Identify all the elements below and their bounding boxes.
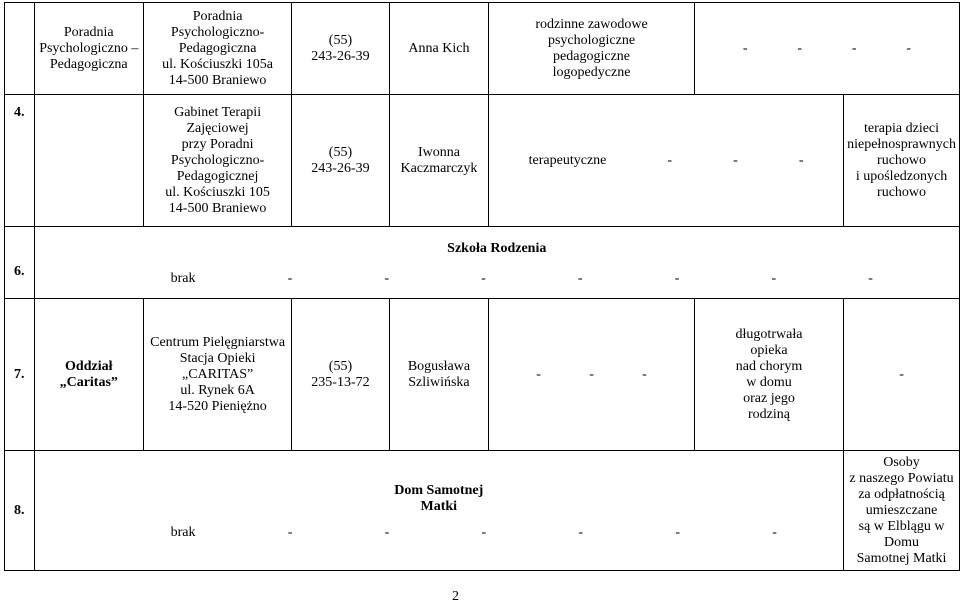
- org-name: Szkoła Rodzenia brak - - - - - - -: [34, 227, 959, 299]
- org-name: Dom Samotnej Matki brak - - - - - -: [34, 451, 844, 571]
- services: rodzinne zawodowe psychologiczne pedagogiczne logopedyczne: [489, 3, 695, 95]
- services-table: [4, 2, 960, 571]
- org-name: [34, 95, 143, 227]
- notes: -: [844, 299, 960, 451]
- institution-address: Gabinet Terapii Zajęciowej przy Poradni Psychologiczno- Pedagogicznej ul. Kościuszki 105 14-500 Braniewo: [144, 95, 292, 227]
- row-number: [5, 3, 35, 95]
- table-row: [5, 299, 960, 451]
- org-name: Poradnia Psychologiczno – Pedagogiczna: [34, 3, 143, 95]
- institution-address: Poradnia Psychologiczno- Pedagogiczna ul. Kościuszki 105a 14-500 Braniewo: [144, 3, 292, 95]
- notes: terapia dzieci niepełnosprawnych ruchowo i upośledzonych ruchowo: [844, 95, 960, 227]
- table-row: [5, 227, 960, 299]
- row-number: 4.: [5, 95, 35, 227]
- page-number: 2: [452, 589, 459, 604]
- row-number: 6.: [5, 227, 35, 299]
- contact-person: Anna Kich: [389, 3, 488, 95]
- table-row: [5, 451, 960, 571]
- dash-cells: - - -: [489, 299, 695, 451]
- institution-address: Centrum Pielęgniarstwa Stacja Opieki „CARITAS” ul. Rynek 6A 14-520 Pieniężno: [144, 299, 292, 451]
- services: długotrwała opieka nad chorym w domu oraz jego rodziną: [694, 299, 843, 451]
- table-row: [5, 3, 960, 95]
- contact-person: Bogusława Szliwińska: [389, 299, 488, 451]
- phone: (55) 243-26-39: [292, 3, 390, 95]
- contact-person: Iwonna Kaczmarczyk: [389, 95, 488, 227]
- org-name: Oddział „Caritas”: [34, 299, 143, 451]
- row-number: 8.: [5, 451, 35, 571]
- table-row: [5, 95, 960, 227]
- phone: (55) 235-13-72: [292, 299, 390, 451]
- phone: (55) 243-26-39: [292, 95, 390, 227]
- dash-cells: - - - -: [694, 3, 959, 95]
- notes: Osoby z naszego Powiatu za odpłatnością umieszczane są w Elblągu w Domu Samotnej Matki: [844, 451, 960, 571]
- row-number: 7.: [5, 299, 35, 451]
- services: terapeutyczne - - -: [489, 95, 844, 227]
